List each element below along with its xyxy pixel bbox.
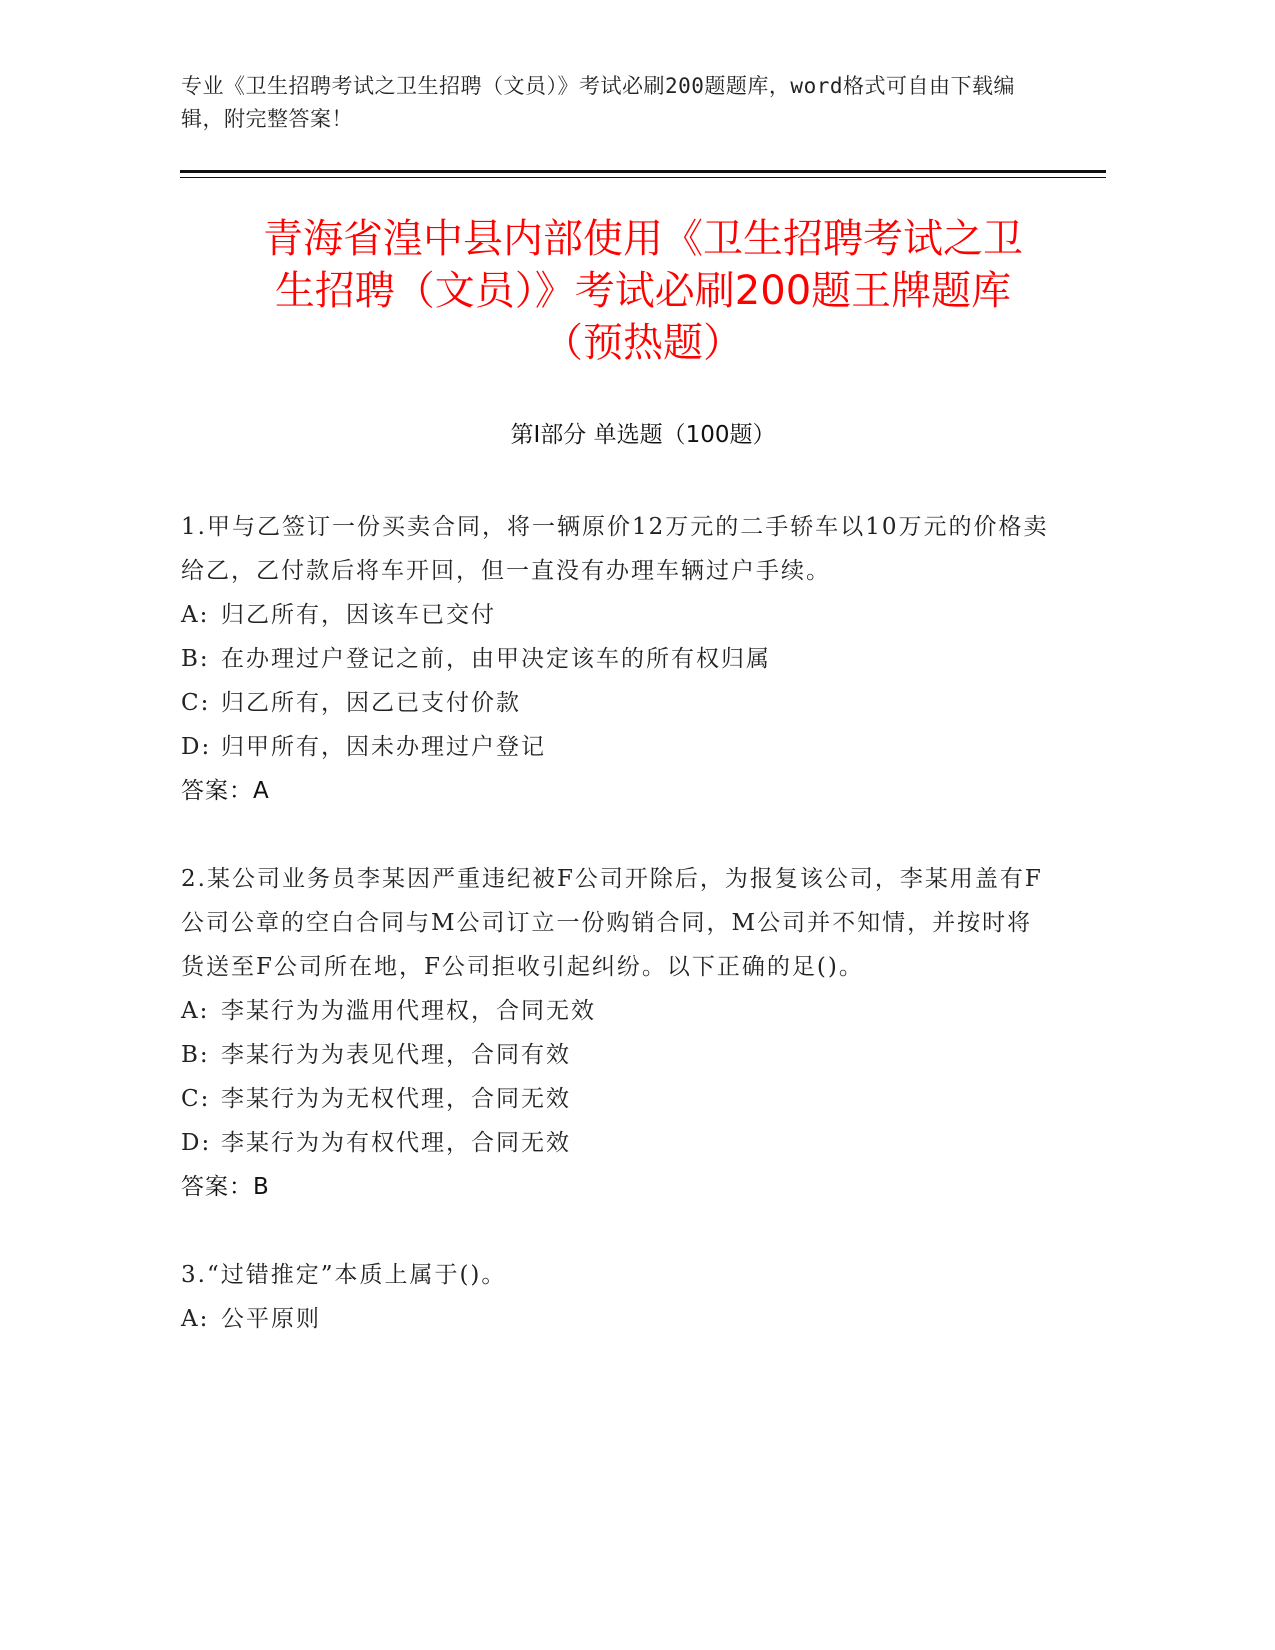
option-text: 归甲所有，因未办理过户登记: [221, 734, 546, 760]
question-list: [181, 505, 1051, 1385]
option-text: 李某行为为无权代理，合同无效: [221, 1086, 571, 1112]
option-letter: A:: [181, 602, 210, 628]
answer-label: 答案：B: [181, 1174, 270, 1200]
option-letter: C:: [181, 1086, 211, 1112]
option-d: [181, 725, 1051, 769]
option-text: 公平原则: [221, 1306, 321, 1332]
option-text: 归乙所有，因乙已支付价款: [221, 690, 521, 716]
option-letter: C:: [181, 690, 211, 716]
question-2: [181, 857, 1051, 1209]
header-divider-thick: [180, 170, 1106, 173]
question-stem: 2.某公司业务员李某因严重违纪被F公司开除后，为报复该公司，李某用盖有F公司公章的空白合同与M公司订立一份购销合同，M公司并不知情，并按时将货送至F公司所在地，F公司拒收引起纠纷。以下正确的足()。: [181, 866, 1043, 980]
option-letter: A:: [181, 1306, 210, 1332]
option-a: [181, 593, 1051, 637]
option-text: 李某行为为有权代理，合同无效: [221, 1130, 571, 1156]
title-line-3: （预热题）: [543, 320, 743, 366]
option-text: 李某行为为滥用代理权，合同无效: [221, 998, 596, 1024]
option-letter: D:: [181, 1130, 212, 1156]
option-d: [181, 1121, 1051, 1165]
option-text: 归乙所有，因该车已交付: [221, 602, 496, 628]
section-heading: 第Ⅰ部分 单选题（100题）: [510, 422, 776, 448]
answer-label: 答案：A: [181, 778, 270, 804]
option-letter: D:: [181, 734, 212, 760]
option-text: 在办理过户登记之前，由甲决定该车的所有权归属: [221, 646, 771, 672]
header-note: 专业《卫生招聘考试之卫生招聘（文员）》考试必刷200题题库，word格式可自由下载编辑，附完整答案！: [181, 74, 1015, 131]
title-line-1: 青海省湟中县内部使用《卫生招聘考试之卫: [263, 216, 1023, 262]
option-b: [181, 1033, 1051, 1077]
question-stem: 3.“过错推定”本质上属于()。: [181, 1262, 507, 1288]
option-b: [181, 637, 1051, 681]
title-line-2: 生招聘（文员）》考试必刷200题王牌题库: [274, 268, 1012, 314]
question-1: [181, 505, 1051, 813]
option-a: [181, 1297, 1051, 1341]
header-divider-thin: [180, 177, 1106, 178]
document-title: [180, 213, 1106, 369]
option-letter: B:: [181, 646, 210, 672]
option-letter: B:: [181, 1042, 210, 1068]
option-c: [181, 1077, 1051, 1121]
question-stem: 1.甲与乙签订一份买卖合同，将一辆原价12万元的二手轿车以10万元的价格卖给乙，乙付款后将车开回，但一直没有办理车辆过户手续。: [181, 514, 1049, 584]
option-letter: A:: [181, 998, 210, 1024]
option-text: 李某行为为表见代理，合同有效: [221, 1042, 571, 1068]
option-a: [181, 989, 1051, 1033]
option-c: [181, 681, 1051, 725]
question-3: [181, 1253, 1051, 1341]
